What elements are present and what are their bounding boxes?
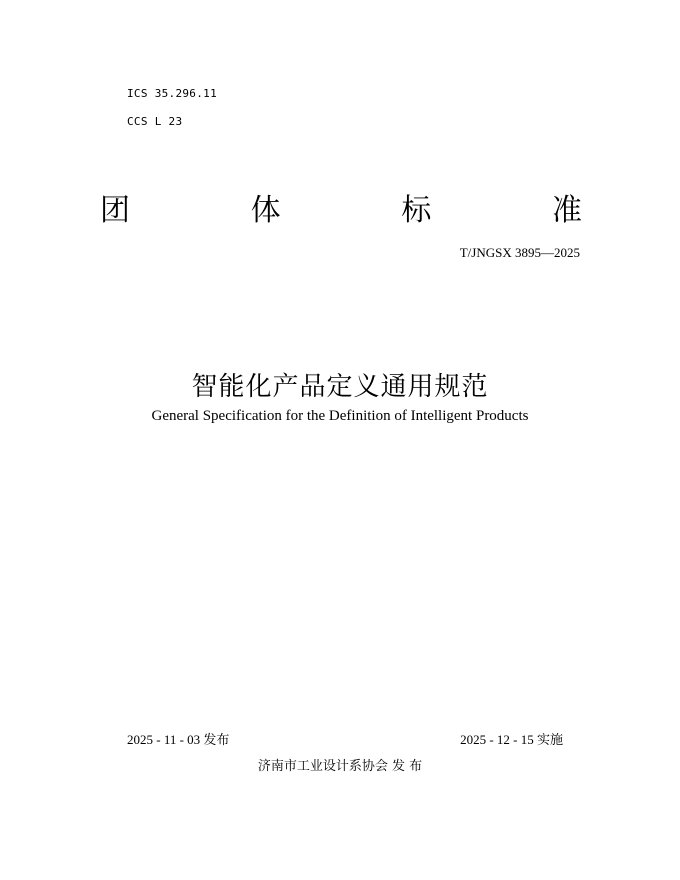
ccs-code: CCS L 23 (127, 115, 183, 128)
document-number: T/JNGSX 3895—2025 (459, 245, 580, 260)
header-divider (100, 230, 582, 231)
standard-type-char: 标 (401, 193, 432, 228)
standard-type-char: 体 (250, 193, 281, 228)
title-chinese: 智能化产品定义通用规范 (191, 372, 489, 402)
implement-date: 2025 - 12 - 15 实施 (460, 732, 563, 747)
issuer: 济南市工业设计系协会 发 布 (257, 759, 423, 774)
standard-type-heading (100, 193, 582, 229)
standard-type-char: 准 (551, 193, 582, 228)
ics-code: ICS 35.296.11 (127, 87, 217, 100)
publish-date: 2025 - 11 - 03 发布 (127, 732, 230, 747)
title-english: General Specification for the Definition of Intelligent Products (151, 408, 529, 424)
standard-type-char: 团 (100, 193, 130, 228)
